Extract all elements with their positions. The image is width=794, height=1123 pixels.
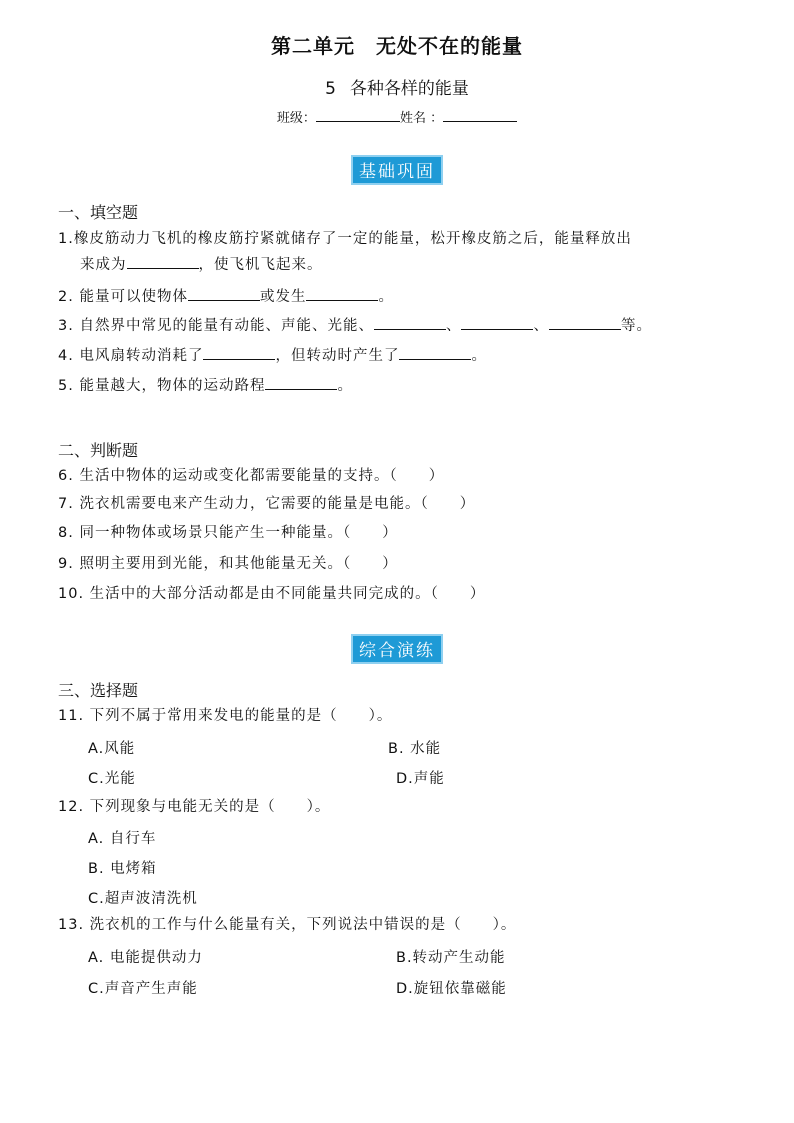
fill-question-4 xyxy=(58,343,487,369)
section-choice: 三、选择题 xyxy=(58,681,139,700)
name-label: 姓名 ： xyxy=(399,111,444,126)
q11-option-a[interactable]: A.风能 xyxy=(88,741,136,757)
q13-option-c[interactable]: C.声音产生声能 xyxy=(88,981,198,997)
class-label: 班级： xyxy=(276,111,316,126)
choice-question-12: 12. 下列现象与电能无关的是（ ）。 xyxy=(58,799,331,815)
answer-blank[interactable] xyxy=(203,343,275,360)
q13-option-d[interactable]: D.旋钮依靠磁能 xyxy=(396,981,507,997)
text: 等。 xyxy=(620,318,652,334)
text: 。 xyxy=(378,289,394,305)
text: 3. 自然界中常见的能量有动能、声能、光能、 xyxy=(58,318,374,334)
banner-comprehensive: 综合演练 xyxy=(351,634,443,664)
q12-option-b[interactable]: B. 电烤箱 xyxy=(88,861,157,877)
name-blank[interactable] xyxy=(443,109,517,122)
section-judge: 二、判断题 xyxy=(58,441,139,460)
q11-option-c[interactable]: C.光能 xyxy=(88,771,136,787)
answer-blank[interactable] xyxy=(399,343,471,360)
answer-blank[interactable] xyxy=(549,313,621,330)
text: 2. 能量可以使物体 xyxy=(58,289,188,305)
judge-question-6: 6. 生活中物体的运动或变化都需要能量的支持。（ ） xyxy=(58,468,445,484)
q13-option-a[interactable]: A. 电能提供动力 xyxy=(88,950,203,966)
judge-question-8: 8. 同一种物体或场景只能产生一种能量。（ ） xyxy=(58,525,398,541)
unit-title: 第二单元 无处不在的能量 xyxy=(271,34,523,58)
banner-basic: 基础巩固 xyxy=(351,155,443,185)
choice-question-11: 11. 下列不属于常用来发电的能量的是（ ）。 xyxy=(58,708,393,724)
answer-blank[interactable] xyxy=(461,313,533,330)
text: ，使飞机飞起来。 xyxy=(198,257,323,273)
class-blank[interactable] xyxy=(316,109,400,122)
lesson-number: 5 xyxy=(325,79,336,99)
text: 4. 电风扇转动消耗了 xyxy=(58,348,204,364)
text: 来成为 xyxy=(80,257,127,273)
text: 、 xyxy=(533,318,549,334)
lesson-name: 各种各样的能量 xyxy=(349,79,469,99)
answer-blank[interactable] xyxy=(265,373,337,390)
section-fill: 一、填空题 xyxy=(58,203,139,222)
fill-question-5 xyxy=(58,373,353,399)
lesson-title xyxy=(0,74,794,99)
fill-question-1: 1.橡皮筋动力飞机的橡皮筋拧紧就储存了一定的能量，松开橡皮筋之后，能量释放出 xyxy=(58,231,632,247)
q12-option-a[interactable]: A. 自行车 xyxy=(88,831,157,847)
text: 。 xyxy=(471,348,487,364)
answer-blank[interactable] xyxy=(188,284,260,301)
text: ，但转动时产生了 xyxy=(275,348,400,364)
answer-blank[interactable] xyxy=(306,284,378,301)
q12-option-c[interactable]: C.超声波清洗机 xyxy=(88,891,198,907)
answer-blank[interactable] xyxy=(374,313,446,330)
text: 。 xyxy=(337,378,353,394)
judge-question-7: 7. 洗衣机需要电来产生动力，它需要的能量是电能。（ ） xyxy=(58,496,476,512)
q11-option-d[interactable]: D.声能 xyxy=(396,771,445,787)
judge-question-9: 9. 照明主要用到光能，和其他能量无关。（ ） xyxy=(58,556,398,572)
fill-question-3 xyxy=(58,313,652,339)
judge-question-10: 10. 生活中的大部分活动都是由不同能量共同完成的。（ ） xyxy=(58,586,486,602)
q13-option-b[interactable]: B.转动产生动能 xyxy=(396,950,506,966)
q11-option-b[interactable]: B. 水能 xyxy=(388,741,442,757)
text: 5. 能量越大，物体的运动路程 xyxy=(58,378,266,394)
fill-question-1-cont xyxy=(80,252,323,278)
fill-question-2 xyxy=(58,284,394,310)
text: 或发生 xyxy=(259,289,307,305)
class-name-line xyxy=(0,107,794,126)
text: 、 xyxy=(445,318,462,334)
choice-question-13: 13. 洗衣机的工作与什么能量有关，下列说法中错误的是（ ）。 xyxy=(58,917,517,933)
answer-blank[interactable] xyxy=(127,252,199,269)
